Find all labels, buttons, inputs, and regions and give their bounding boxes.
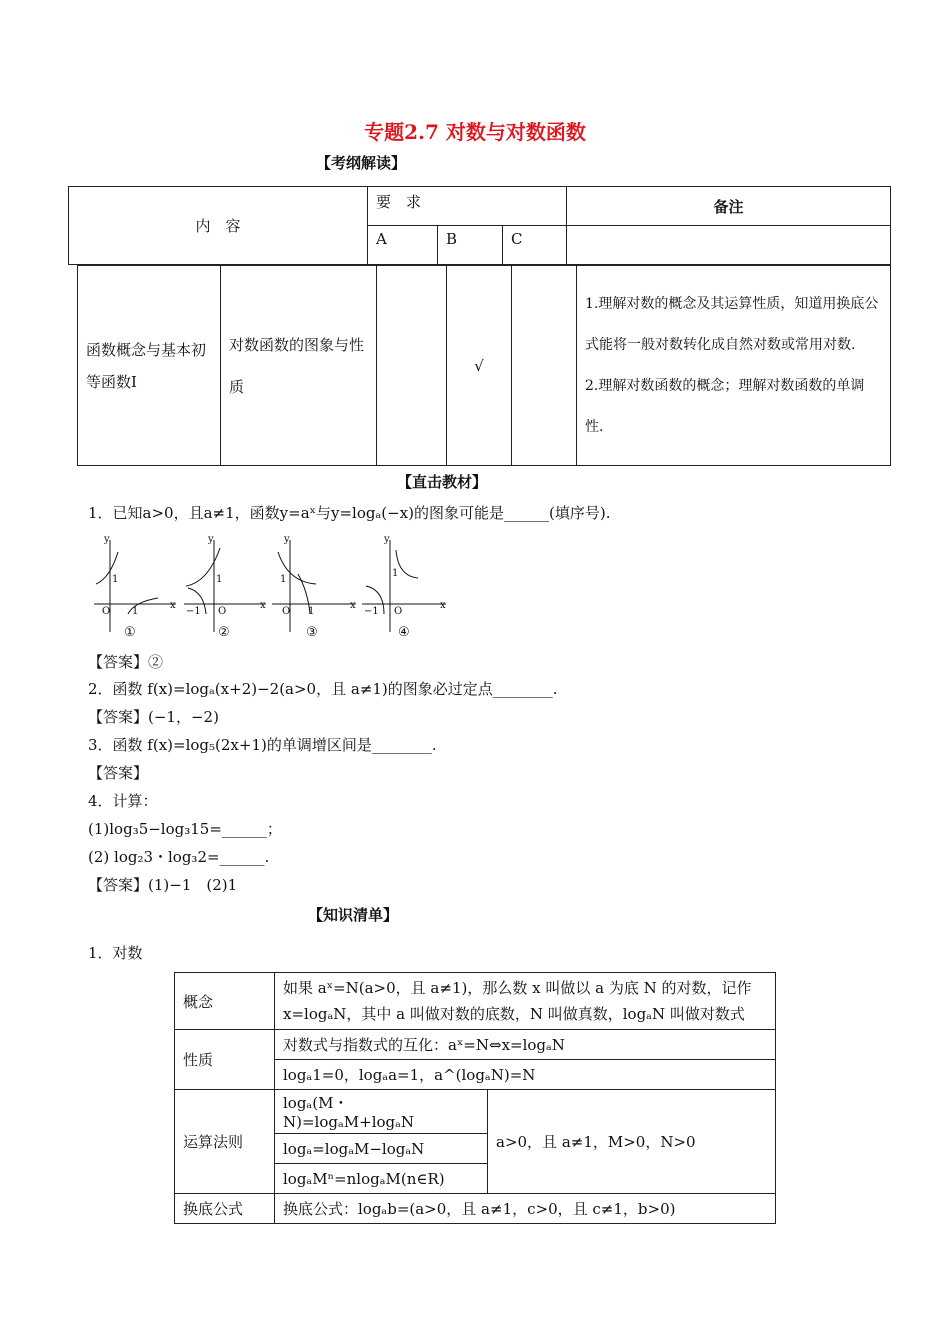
outline-header-table: [68, 186, 891, 265]
level-a-cell: [377, 266, 447, 466]
question-2: 2．函数 f(x)=logₐ(x+2)−2(a>0，且 a≠1)的图象必过定点________.: [88, 680, 558, 698]
svg-text:x: x: [350, 600, 356, 611]
ops-2: logₐ=logₐM−logₐN: [275, 1134, 488, 1164]
knowledge-heading: 1．对数: [88, 944, 143, 962]
subtopic-cell: 对数函数的图象与性质: [221, 266, 377, 466]
svg-text:1: 1: [392, 568, 399, 579]
answer-2: 【答案】(−1，−2): [88, 708, 219, 726]
ops-label: 运算法则: [175, 1090, 275, 1194]
svg-text:1: 1: [280, 574, 287, 585]
ops-3: logₐMⁿ=nlogₐM(n∈R): [275, 1164, 488, 1194]
level-b: B: [438, 226, 503, 265]
concept-text: 如果 aˣ=N(a>0，且 a≠1)，那么数 x 叫做以 a 为底 N 的对数，记作 x=logₐN，其中 a 叫做对数的底数，N 叫做真数，logₐN 叫做对数式: [275, 973, 776, 1030]
note-1: 1.理解对数的概念及其运算性质，知道用换底公式能将一般对数转化成自然对数或常用对数.: [585, 295, 879, 353]
ops-cond: a>0，且 a≠1，M>0，N>0: [488, 1090, 776, 1194]
ops-1: logₐ(M・N)=logₐM+logₐN: [275, 1090, 488, 1134]
svg-text:1: 1: [112, 574, 119, 585]
question-4-2: (2) log₂3・log₃2=______.: [88, 848, 270, 866]
graph-label-1: ①: [124, 625, 136, 640]
svg-text:O: O: [218, 606, 227, 617]
answer-3: 【答案】: [88, 764, 149, 782]
question-4-1: (1)log₃5−log₃15=______；: [88, 820, 282, 838]
note-empty: [567, 226, 891, 265]
page-title: 专题2.7 对数与对数函数: [364, 120, 586, 144]
svg-text:y: y: [208, 534, 214, 545]
change-label: 换底公式: [175, 1194, 275, 1224]
svg-text:O: O: [102, 606, 111, 617]
answer-1: 【答案】②: [88, 653, 164, 671]
note-2: 2.理解对数函数的概念；理解对数函数的单调性.: [585, 377, 865, 435]
property-label: 性质: [175, 1030, 275, 1090]
svg-text:1: 1: [132, 606, 139, 617]
graph-options: [88, 532, 458, 644]
svg-text:O: O: [282, 606, 291, 617]
question-4: 4．计算：: [88, 792, 158, 810]
level-c: C: [503, 226, 567, 265]
svg-text:−1: −1: [364, 606, 379, 617]
outline-body-table: [77, 265, 891, 466]
svg-text:y: y: [284, 534, 290, 545]
svg-text:1: 1: [308, 606, 315, 617]
level-a: A: [368, 226, 438, 265]
graph-1: [94, 534, 176, 632]
graph-4: [362, 534, 446, 632]
svg-text:y: y: [384, 534, 390, 545]
svg-text:x: x: [440, 600, 446, 611]
concept-label: 概念: [175, 973, 275, 1030]
svg-text:y: y: [104, 534, 110, 545]
header-note: 备注: [567, 187, 891, 226]
property-2: logₐ1=0，logₐa=1，a^(logₐN)=N: [275, 1060, 776, 1090]
svg-text:O: O: [394, 606, 403, 617]
graph-2: [184, 534, 266, 632]
svg-text:−1: −1: [186, 606, 201, 617]
graph-label-4: ④: [398, 625, 410, 640]
note-cell: [577, 266, 891, 466]
section-outline: 【考纲解读】: [316, 154, 407, 172]
topic-cell: 函数概念与基本初等函数Ⅰ: [78, 266, 221, 466]
svg-text:x: x: [170, 600, 176, 611]
svg-text:x: x: [260, 600, 266, 611]
level-c-cell: [512, 266, 577, 466]
graph-3: [272, 534, 356, 632]
answer-4: 【答案】(1)−1 (2)1: [88, 876, 238, 894]
svg-text:1: 1: [216, 574, 223, 585]
knowledge-table: [174, 972, 776, 1224]
question-1: 1．已知a>0，且a≠1，函数y=aˣ与y=logₐ(−x)的图象可能是______(填序号).: [88, 504, 611, 522]
change-text: 换底公式：logₐb=(a>0，且 a≠1，c>0，且 c≠1，b>0): [275, 1194, 776, 1224]
property-1: 对数式与指数式的互化：aˣ=N⇔x=logₐN: [275, 1030, 776, 1060]
header-content: 内 容: [69, 187, 368, 265]
question-3: 3．函数 f(x)=log₅(2x+1)的单调增区间是________.: [88, 736, 437, 754]
header-require: 要 求: [368, 187, 567, 226]
section-knowledge: 【知识清单】: [308, 906, 399, 924]
graph-label-3: ③: [306, 625, 318, 640]
level-b-mark: √: [447, 266, 512, 466]
graph-label-2: ②: [218, 625, 230, 640]
section-textbook: 【直击教材】: [397, 473, 488, 491]
